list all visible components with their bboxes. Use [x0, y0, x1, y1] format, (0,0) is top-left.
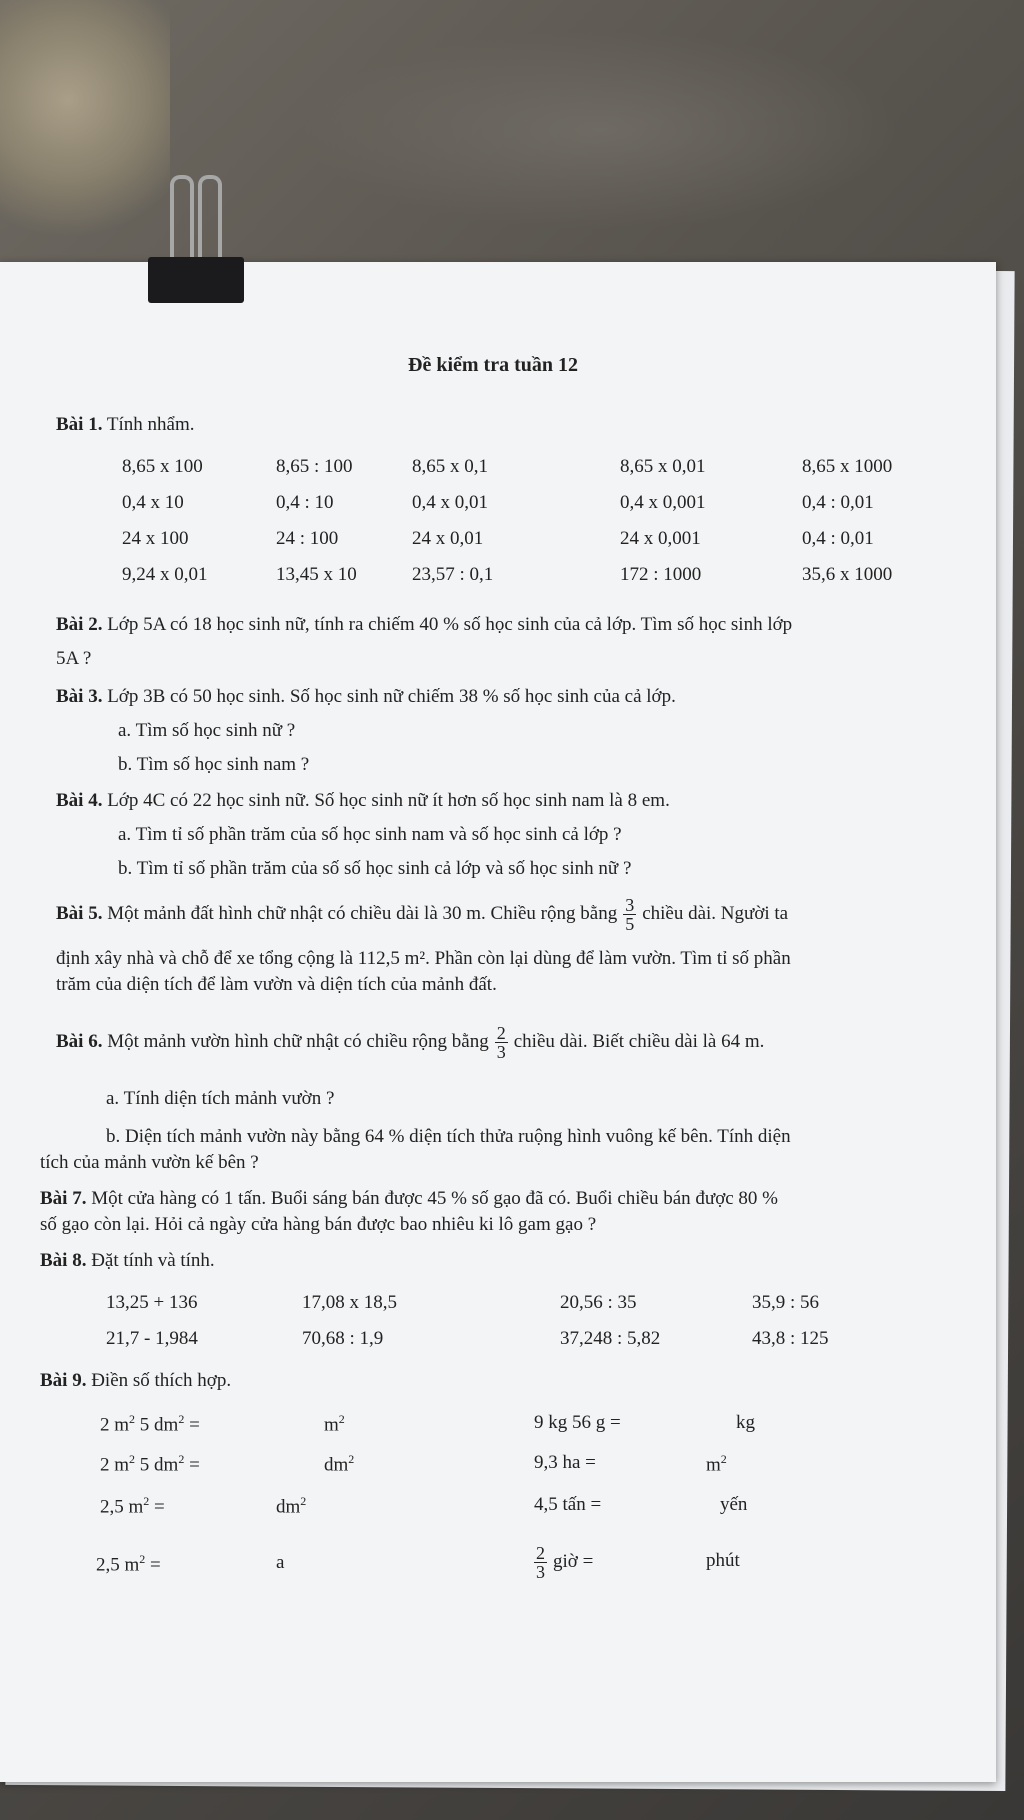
- bai2-line2: 5A ?: [56, 648, 92, 669]
- marble-background: [0, 0, 170, 250]
- bai5-line1: Bài 5. Một mảnh đất hình chữ nhật có chiều dài là 30 m. Chiều rộng bằng $\frac{3}{5}$ chiều dài. Người ta: [56, 894, 789, 934]
- bai1-item: 0,4 x 10: [122, 492, 184, 513]
- bai9-right-2: 9,3 ha =: [534, 1452, 596, 1473]
- bai9-right-unit-2: $m^2$: [706, 1452, 727, 1476]
- bai1-item: 9,24 x 0,01: [122, 564, 208, 585]
- bai1-item: 8,65 x 0,1: [412, 456, 488, 477]
- bai6-b-line2: tích của mảnh vườn kế bên ?: [40, 1152, 259, 1173]
- bai1-item: 24 x 0,001: [620, 528, 701, 549]
- bai1-item: 8,65 : 100: [276, 456, 353, 477]
- bai8-item: 35,9 : 56: [752, 1292, 820, 1313]
- bai4-a: a. Tìm tỉ số phần trăm của số học sinh nam và số học sinh cả lớp ?: [118, 824, 622, 845]
- bai9-right-4: $\frac{2}{3}$ giờ =: [536, 1542, 594, 1582]
- bai8-item: 43,8 : 125: [752, 1328, 829, 1349]
- bai1-item: 13,45 x 10: [276, 564, 357, 585]
- bai1-item: 0,4 : 0,01: [802, 528, 874, 549]
- bai8-heading: Bài 8. Đặt tính và tính.: [40, 1250, 215, 1271]
- bai5-fraction: $\frac{3}{5}$: [625, 894, 635, 934]
- bai1-item: 172 : 1000: [620, 564, 702, 585]
- bai8-item: 20,56 : 35: [560, 1292, 637, 1313]
- bai1-item: 8,65 x 1000: [802, 456, 893, 477]
- bai9-left-2: 2 $m^2$ 5 $dm^2$ =: [100, 1452, 200, 1476]
- page-title: Đề kiểm tra tuần 12: [408, 354, 578, 376]
- bai9-right-unit-1: kg: [736, 1412, 755, 1433]
- bai9-right-unit-4: phút: [706, 1550, 740, 1571]
- bai8-item: 17,08 x 18,5: [302, 1292, 397, 1313]
- bai1-item: 24 x 0,01: [412, 528, 484, 549]
- bai9-right-unit-3: yến: [720, 1494, 748, 1515]
- bai9-heading: Bài 9. Điền số thích hợp.: [40, 1370, 232, 1391]
- bai1-item: 0,4 x 0,01: [412, 492, 488, 513]
- marble-shade: [300, 30, 900, 230]
- bai6-line1: Bài 6. Một mảnh vườn hình chữ nhật có chiều rộng bằng $\frac{2}{3}$ chiều dài. Biết chiều dài là 64 m.: [56, 1022, 765, 1062]
- binder-clip-icon: [148, 175, 244, 315]
- bai6-b-line1: b. Diện tích mảnh vườn này bằng 64 % diện tích thửa ruộng hình vuông kế bên. Tính diện: [106, 1126, 791, 1147]
- bai9-left-4: 2,5 $m^2$ =: [96, 1552, 161, 1576]
- bai9-left-unit-3: $dm^2$: [276, 1494, 307, 1518]
- bai2-line1: Bài 2. Lớp 5A có 18 học sinh nữ, tính ra chiếm 40 % số học sinh của cả lớp. Tìm số học sinh lớp: [56, 614, 793, 635]
- bai6-a: a. Tính diện tích mảnh vườn ?: [106, 1088, 335, 1109]
- bai8-item: 70,68 : 1,9: [302, 1328, 384, 1349]
- bai7-line2: số gạo còn lại. Hỏi cả ngày cửa hàng bán được bao nhiêu ki lô gam gạo ?: [40, 1214, 597, 1235]
- bai4-text: Bài 4. Lớp 4C có 22 học sinh nữ. Số học sinh nữ ít hơn số học sinh nam là 8 em.: [56, 790, 670, 811]
- bai1-item: 23,57 : 0,1: [412, 564, 494, 585]
- bai9-left-1: 2 $m^2$ 5 $dm^2$ =: [100, 1412, 200, 1436]
- bai4-b: b. Tìm tỉ số phần trăm của số số học sinh cả lớp và số học sinh nữ ?: [118, 858, 632, 879]
- bai9-right-1: 9 kg 56 g =: [534, 1412, 621, 1433]
- bai8-item: 13,25 + 136: [106, 1292, 198, 1313]
- bai9-left-unit-4: a: [276, 1552, 285, 1573]
- bai1-item: 8,65 x 100: [122, 456, 203, 477]
- bai1-item: 24 : 100: [276, 528, 339, 549]
- bai3-b: b. Tìm số học sinh nam ?: [118, 754, 310, 775]
- bai9-fraction: $\frac{2}{3}$: [536, 1542, 545, 1582]
- bai8-item: 37,248 : 5,82: [560, 1328, 661, 1349]
- bai9-left-unit-2: $dm^2$: [324, 1452, 355, 1476]
- bai7-line1: Bài 7. Một cửa hàng có 1 tấn. Buổi sáng bán được 45 % số gạo đã có. Buổi chiều bán được 80 %: [40, 1188, 779, 1209]
- bai1-heading: Bài 1. Tính nhẩm.: [56, 414, 195, 435]
- bai9-left-unit-1: $m^2$: [324, 1412, 345, 1436]
- bai5-line3: trăm của diện tích để làm vườn và diện tích của mảnh đất.: [56, 974, 497, 995]
- bai1-item: 24 x 100: [122, 528, 189, 549]
- bai1-item: 8,65 x 0,01: [620, 456, 706, 477]
- bai3-text: Bài 3. Lớp 3B có 50 học sinh. Số học sinh nữ chiếm 38 % số học sinh của cả lớp.: [56, 686, 676, 707]
- bai8-item: 21,7 - 1,984: [106, 1328, 198, 1349]
- bai1-item: 0,4 : 0,01: [802, 492, 874, 513]
- bai1-item: 0,4 x 0,001: [620, 492, 706, 513]
- bai3-a: a. Tìm số học sinh nữ ?: [118, 720, 296, 741]
- bai1-item: 35,6 x 1000: [802, 564, 893, 585]
- bai9-right-3: 4,5 tấn =: [534, 1494, 602, 1515]
- bai1-item: 0,4 : 10: [276, 492, 334, 513]
- bai9-left-3: 2,5 $m^2$ =: [100, 1494, 165, 1518]
- worksheet-page: [0, 262, 996, 1782]
- bai5-line2: định xây nhà và chỗ để xe tổng cộng là 112,5 m². Phần còn lại dùng để làm vườn. Tìm tỉ số phần: [56, 948, 791, 969]
- bai6-fraction: $\frac{2}{3}$: [496, 1022, 506, 1062]
